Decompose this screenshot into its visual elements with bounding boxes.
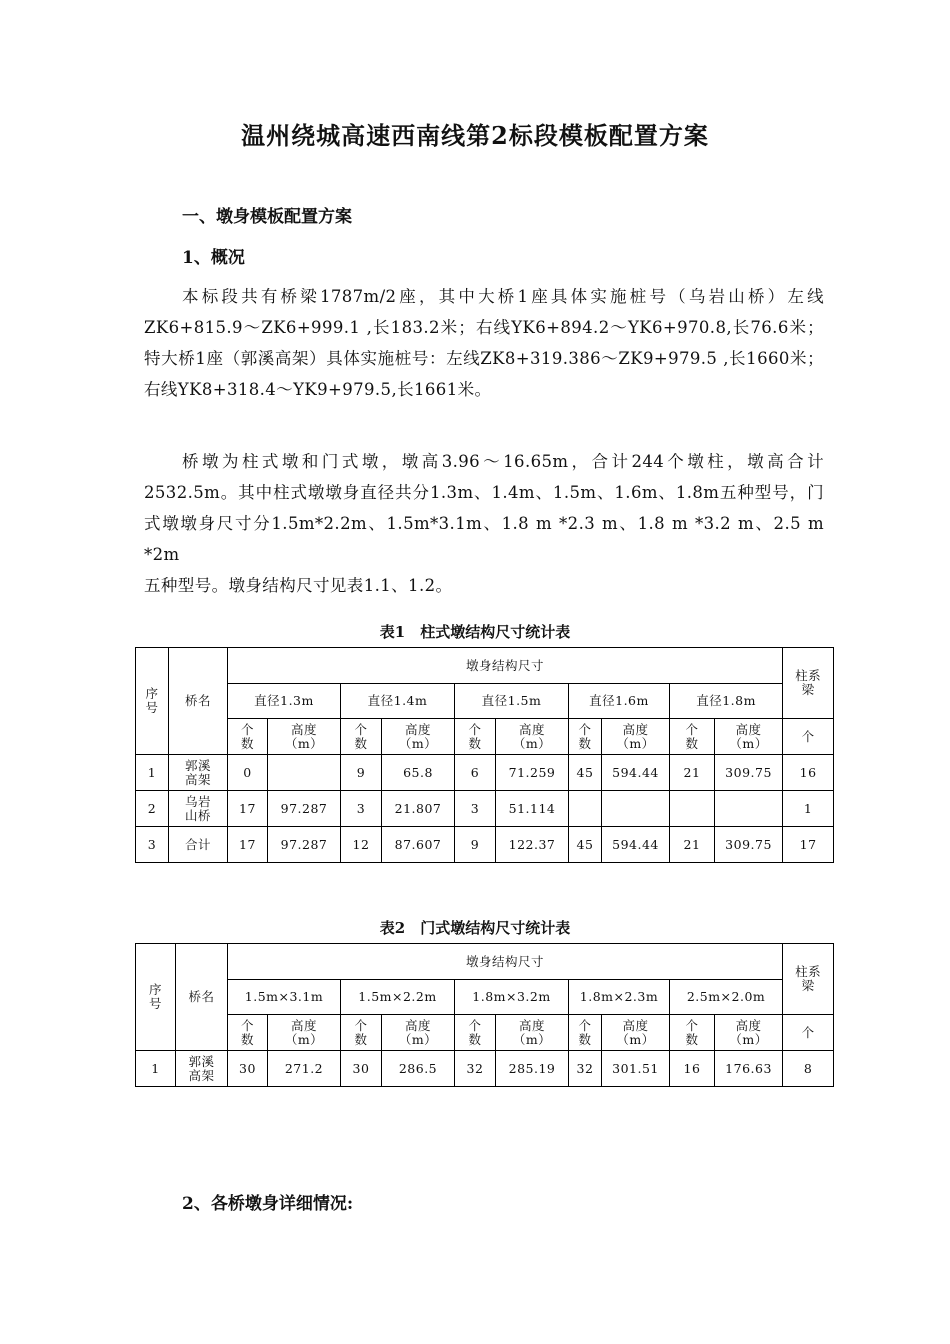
- paragraph-bridges: 本标段共有桥梁1787m/2座，其中大桥1座具体实施桩号（乌岩山桥）左线ZK6+815.9～ZK6+999.1 ,长183.2米；右线YK6+894.2～YK6+970.8,长76.6米；特大桥1座（郭溪高架）具体实施桩号：左线ZK8+319.386～ZK9+979.5 ,长1660米；右线YK8+318.4～YK9+979.5,长1661米。: [144, 287, 824, 399]
- table1-cell: 6: [455, 755, 496, 791]
- table1-cell: 21.807: [382, 791, 455, 827]
- table2-sub-count: 个数: [341, 1015, 382, 1051]
- subsection-heading-overview: 1、概况: [182, 248, 245, 268]
- table2-sub-count: 个数: [455, 1015, 496, 1051]
- table2-size-0: 1.5m×3.1m: [228, 980, 341, 1015]
- table1-cell: 16: [783, 755, 834, 791]
- table1-cell: 45: [569, 755, 602, 791]
- table1-cell: 51.114: [496, 791, 569, 827]
- table2-cell: 30: [228, 1051, 268, 1087]
- section-heading-1: 一、墩身模板配置方案: [182, 207, 352, 227]
- table2-sub-height: 高度（m）: [602, 1015, 670, 1051]
- table2-size-1: 1.5m×2.2m: [341, 980, 455, 1015]
- table1-cell: 594.44: [602, 827, 670, 863]
- table1-size-0: 直径1.3m: [228, 684, 341, 719]
- table1-cell: 3: [341, 791, 382, 827]
- table1-sub-count: 个数: [228, 719, 268, 755]
- table1-cell: 21: [670, 755, 715, 791]
- table2-cell: 176.63: [715, 1051, 783, 1087]
- table1-cell: 合计: [169, 827, 228, 863]
- table1-cell: 1: [783, 791, 834, 827]
- table2-size-4: 2.5m×2.0m: [670, 980, 783, 1015]
- table1-cell: 17: [228, 791, 268, 827]
- table1-sub-count: 个数: [341, 719, 382, 755]
- table1-cell: 3: [136, 827, 169, 863]
- table1-cell: 3: [455, 791, 496, 827]
- table1-cell: 309.75: [715, 755, 783, 791]
- paragraph-piers: 桥墩为柱式墩和门式墩，墩高3.96～16.65m，合计244个墩柱，墩高合计2532.5m。其中柱式墩墩身直径共分1.3m、1.4m、1.5m、1.6m、1.8m五种型号，门式墩墩身尺寸分1.5m*2.2m、1.5m*3.1m、1.8 m *2.3 m、1.8 m *3.2 m、2.5 m *2m: [144, 452, 824, 564]
- table2-size-3: 1.8m×2.3m: [569, 980, 670, 1015]
- table2-sub-height: 高度（m）: [715, 1015, 783, 1051]
- table1-caption: 表1 柱式墩结构尺寸统计表: [379, 623, 571, 641]
- table1-cell: [670, 791, 715, 827]
- table1-beam-unit: 个: [783, 719, 834, 755]
- table2-size-2: 1.8m×3.2m: [455, 980, 569, 1015]
- table1-header-beam: 柱系梁: [783, 648, 834, 719]
- table2-header-seq: 序号: [136, 944, 176, 1051]
- document-title: 温州绕城高速西南线第2标段模板配置方案: [241, 121, 709, 150]
- table2-beam-unit: 个: [783, 1015, 834, 1051]
- table1: [135, 647, 834, 863]
- table1-sub-height: 高度（m）: [602, 719, 670, 755]
- table1-cell: 2: [136, 791, 169, 827]
- subsection-heading-details: 2、各桥墩身详细情况:: [182, 1194, 354, 1214]
- table2-sub-count: 个数: [670, 1015, 715, 1051]
- table1-cell: 97.287: [268, 791, 341, 827]
- table1-cell: 12: [341, 827, 382, 863]
- table1-cell: 122.37: [496, 827, 569, 863]
- table1-cell: [715, 791, 783, 827]
- table1-header-name: 桥名: [169, 648, 228, 755]
- table2-header-beam: 柱系梁: [783, 944, 834, 1015]
- table1-size-1: 直径1.4m: [341, 684, 455, 719]
- table1-cell: 0: [228, 755, 268, 791]
- table1-cell: 21: [670, 827, 715, 863]
- table2-cell: 301.51: [602, 1051, 670, 1087]
- table1-size-3: 直径1.6m: [569, 684, 670, 719]
- table1-cell: 45: [569, 827, 602, 863]
- table2-header-name: 桥名: [176, 944, 228, 1051]
- table1-cell: 9: [455, 827, 496, 863]
- table1-cell: [268, 755, 341, 791]
- table1-cell: 9: [341, 755, 382, 791]
- table2-caption: 表2 门式墩结构尺寸统计表: [379, 919, 571, 937]
- table2-cell: 32: [569, 1051, 602, 1087]
- table1-sub-height: 高度（m）: [268, 719, 341, 755]
- table1-cell: 87.607: [382, 827, 455, 863]
- table2-cell: 32: [455, 1051, 496, 1087]
- table2-cell: 286.5: [382, 1051, 455, 1087]
- table2-cell: 30: [341, 1051, 382, 1087]
- table2-cell: 285.19: [496, 1051, 569, 1087]
- table1-sub-count: 个数: [455, 719, 496, 755]
- table-row: [136, 827, 834, 863]
- table-row: [136, 1051, 834, 1087]
- table2-cell: 郭溪高架: [176, 1051, 228, 1087]
- table1-cell: 65.8: [382, 755, 455, 791]
- table2: [135, 943, 834, 1087]
- table1-size-2: 直径1.5m: [455, 684, 569, 719]
- table1-cell: 97.287: [268, 827, 341, 863]
- table2-sub-count: 个数: [228, 1015, 268, 1051]
- table1-cell: [602, 791, 670, 827]
- table-row: [136, 791, 834, 827]
- table2-sub-height: 高度（m）: [268, 1015, 341, 1051]
- table1-cell: 71.259: [496, 755, 569, 791]
- table-row: [136, 755, 834, 791]
- table2-cell: 271.2: [268, 1051, 341, 1087]
- table1-cell: 1: [136, 755, 169, 791]
- table1-cell: 17: [228, 827, 268, 863]
- table1-header-seq: 序号: [136, 648, 169, 755]
- table1-sub-count: 个数: [569, 719, 602, 755]
- table1-sub-height: 高度（m）: [496, 719, 569, 755]
- table2-sub-height: 高度（m）: [382, 1015, 455, 1051]
- table1-cell: 17: [783, 827, 834, 863]
- table2-header-group: 墩身结构尺寸: [228, 944, 783, 980]
- table1-size-4: 直径1.8m: [670, 684, 783, 719]
- table1-cell: 594.44: [602, 755, 670, 791]
- table2-sub-height: 高度（m）: [496, 1015, 569, 1051]
- table1-sub-height: 高度（m）: [382, 719, 455, 755]
- table2-sub-count: 个数: [569, 1015, 602, 1051]
- table1-header-group: 墩身结构尺寸: [228, 648, 783, 684]
- table1-cell: 郭溪高架: [169, 755, 228, 791]
- table1-sub-count: 个数: [670, 719, 715, 755]
- table2-cell: 1: [136, 1051, 176, 1087]
- table1-cell: 乌岩山桥: [169, 791, 228, 827]
- table1-cell: 309.75: [715, 827, 783, 863]
- table2-cell: 8: [783, 1051, 834, 1087]
- table1-cell: [569, 791, 602, 827]
- table2-cell: 16: [670, 1051, 715, 1087]
- table1-sub-height: 高度（m）: [715, 719, 783, 755]
- paragraph-piers-end: 五种型号。墩身结构尺寸见表1.1、1.2。: [144, 576, 453, 595]
